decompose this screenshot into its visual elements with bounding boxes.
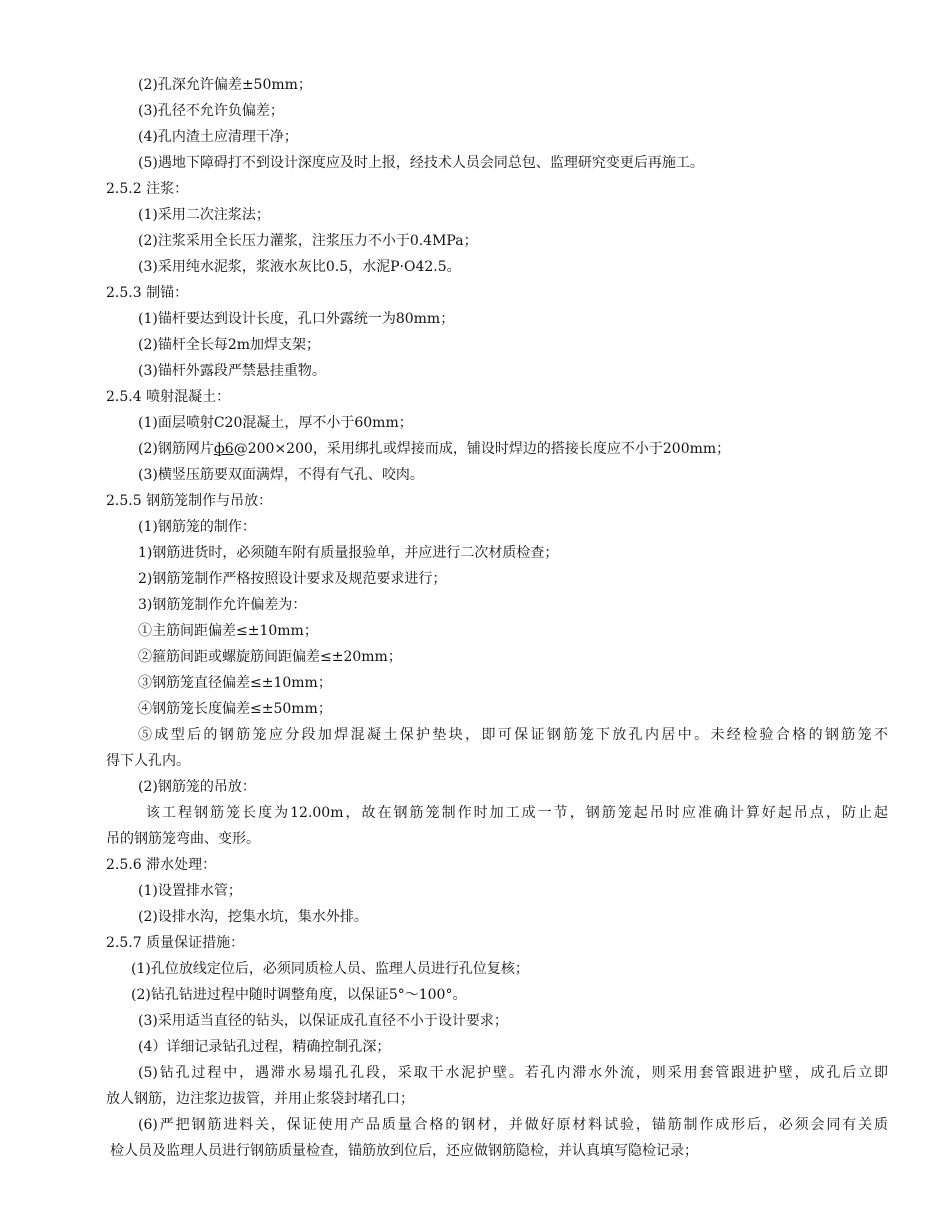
list-item-text: (2)钢筋网片 (138, 441, 214, 457)
list-item: (1)设置排水管； (138, 883, 242, 899)
list-item-continuation: 得下人孔内。 (106, 753, 190, 769)
list-item: (2)注浆采用全长压力灌浆，注浆压力不小于0.4MPa； (138, 233, 478, 249)
list-item: (3)采用适当直径的钻头，以保证成孔直径不小于设计要求； (138, 1013, 508, 1029)
list-item: (2)设排水沟，挖集水坑，集水外排。 (138, 909, 368, 925)
section-heading-2-5-3: 2.5.3 制锚： (106, 285, 189, 301)
list-item: ⑤成型后的钢筋笼应分段加焊混凝土保护垫块，即可保证钢筋笼下放孔内居中。未经检验合格的钢筋笼不 (138, 727, 888, 743)
list-item: (4）详细记录钻孔过程，精确控制孔深； (138, 1039, 391, 1055)
list-item: (3)横竖压筋要双面满焊，不得有气孔、咬肉。 (138, 467, 424, 483)
list-item: 2)钢筋笼制作严格按照设计要求及规范要求进行； (138, 571, 447, 587)
list-item-continuation: 检人员及监理人员进行钢筋质量检查，锚筋放到位后，还应做钢筋隐检，并认真填写隐检记录； (110, 1143, 698, 1159)
list-item: (6)严把钢筋进料关，保证使用产品质量合格的钢材，并做好原材料试验，锚筋制作成形后，必须会同有关质 (138, 1117, 888, 1133)
list-item: ①主筋间距偏差≤±10mm； (138, 623, 318, 639)
section-heading-2-5-2: 2.5.2 注浆： (106, 181, 189, 197)
list-item: ④钢筋笼长度偏差≤±50mm； (138, 701, 332, 717)
list-item: 3)钢筋笼制作允许偏差为： (138, 597, 307, 613)
list-item-continuation: 放人钢筋，边注浆边拔管，并用止浆袋封堵孔口； (106, 1091, 414, 1107)
list-item: 1)钢筋进货时，必须随车附有质量报验单，并应进行二次材质检查； (138, 545, 559, 561)
list-item: (3)孔径不允许负偏差； (138, 103, 284, 119)
list-item-text: @200×200，采用绑扎或焊接而成，铺设时焊边的搭接长度应不小于200mm； (233, 441, 731, 457)
list-item: (3)采用纯水泥浆，浆液水灰比0.5，水泥P·O42.5。 (138, 259, 461, 275)
section-heading-2-5-5: 2.5.5 钢筋笼制作与吊放： (106, 493, 273, 509)
sub-heading: (1)钢筋笼的制作： (138, 519, 256, 535)
list-item: (1)采用二次注浆法； (138, 207, 270, 223)
list-item (138, 439, 730, 459)
section-heading-2-5-6: 2.5.6 滞水处理： (106, 857, 217, 873)
paragraph-line: 该工程钢筋笼长度为12.00m，故在钢筋笼制作时加工成一节，钢筋笼起吊时应准确计算好起吊点，防止起 (146, 805, 888, 821)
list-item: (5)遇地下障碍打不到设计深度应及时上报，经技术人员会同总包、监理研究变更后再施工。 (138, 155, 704, 171)
list-item: ③钢筋笼直径偏差≤±10mm； (138, 675, 332, 691)
list-item: (2)钻孔钻进过程中随时调整角度，以保证5°～100°。 (131, 987, 467, 1003)
list-item: (2)孔深允许偏差±50mm； (138, 77, 312, 93)
section-heading-2-5-7: 2.5.7 质量保证措施： (106, 935, 245, 951)
list-item: (1)锚杆要达到设计长度，孔口外露统一为80mm； (138, 311, 455, 327)
list-item: (1)孔位放线定位后，必须同质检人员、监理人员进行孔位复核； (131, 961, 529, 977)
list-item: (4)孔内渣土应清理干净； (138, 129, 298, 145)
paragraph-line: 吊的钢筋笼弯曲、变形。 (106, 831, 260, 847)
list-item: (5)钻孔过程中，遇滞水易塌孔孔段，采取干水泥护壁。若孔内滞水外流，则采用套管跟进护壁，成孔后立即 (138, 1065, 888, 1081)
sub-heading: (2)钢筋笼的吊放： (138, 779, 256, 795)
list-item: ②箍筋间距或螺旋筋间距偏差≤±20mm； (138, 649, 402, 665)
list-item: (1)面层喷射C20混凝土，厚不小于60mm； (138, 415, 413, 431)
list-item: (3)锚杆外露段严禁悬挂重物。 (138, 363, 326, 379)
section-heading-2-5-4: 2.5.4 喷射混凝土： (106, 389, 231, 405)
list-item: (2)锚杆全长每2m加焊支架； (138, 337, 321, 353)
rebar-size-text: ф6 (213, 441, 234, 457)
